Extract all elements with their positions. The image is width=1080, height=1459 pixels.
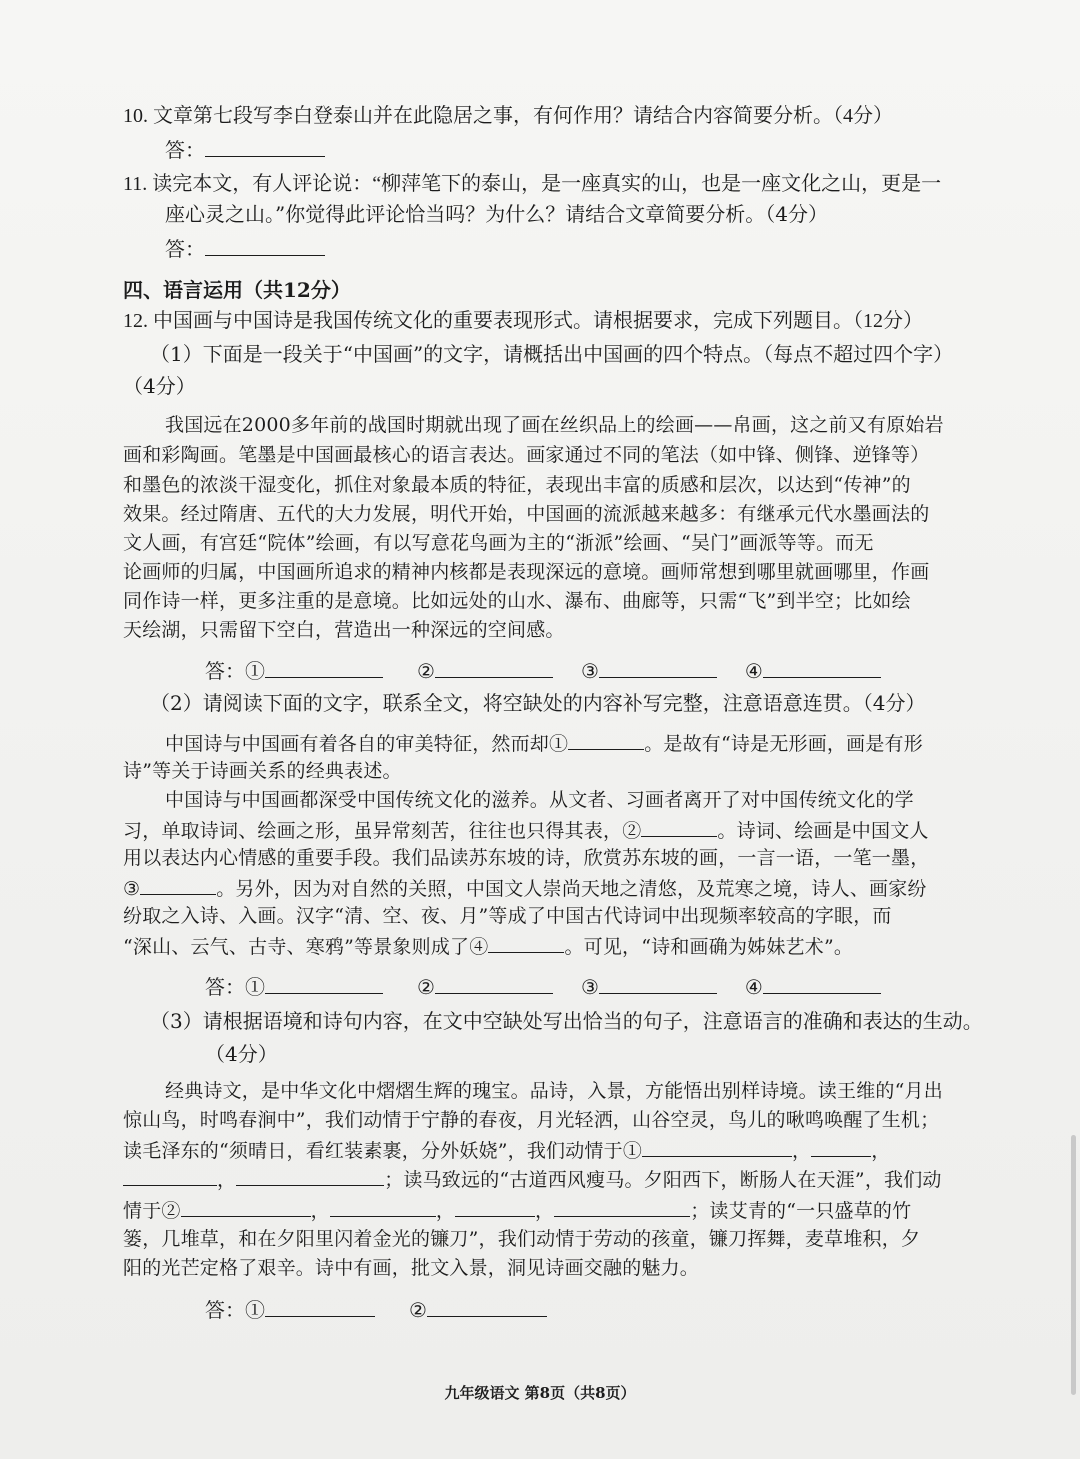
p2-text: 。可见，“诗和画确为姊妹艺术”。 — [564, 936, 854, 958]
p2-text: 习，单取诗词、绘画之形，虽异常刻苦，往往也只得其表，② — [123, 820, 642, 842]
p1-answer-blank-2[interactable] — [435, 657, 553, 678]
p3-answer-line — [205, 1296, 547, 1323]
p2-answer-blank-1[interactable] — [265, 973, 383, 994]
q11-answer-blank[interactable] — [205, 235, 325, 256]
q11-answer-line — [165, 235, 325, 262]
p3-text: 读艾青的“一只盛草的竹 — [709, 1200, 912, 1222]
p2-para1-line1 — [165, 729, 923, 757]
p2-para1-line2: 诗”等关于诗画关系的经典表述。 — [123, 760, 402, 782]
p3-inline-blank-2a[interactable] — [181, 1196, 311, 1217]
question-10: 10. 文章第七段写李白登泰山并在此隐居之事，有何作用？请结合内容简要分析。（4分） — [123, 105, 893, 127]
p2-text: 。诗词、绘画是中国文人 — [717, 820, 929, 842]
p2-text: 。是故有“诗是无形画，画是有形 — [644, 733, 923, 755]
p3-inline-blank-2c[interactable] — [455, 1196, 535, 1217]
p3-answer-blank-1[interactable] — [265, 1296, 375, 1317]
p1-passage-line: 画和彩陶画。笔墨是中国画最核心的语言表达。画家通过不同的笔法（如中锋、侧锋、逆锋等） — [123, 444, 930, 466]
p1-blank-marker: ② — [417, 659, 435, 683]
p3-punct: ， — [535, 1200, 555, 1222]
p1-blank-marker: ① — [245, 659, 265, 683]
p3-text-line — [123, 1136, 890, 1164]
q12-part1-question-line2: （4分） — [123, 374, 196, 398]
p2-answer-blank-3[interactable] — [599, 973, 717, 994]
p3-text-line: 惊山鸟，时鸣春涧中”，我们动情于宁静的春夜，月光轻洒，山谷空灵，鸟儿的啾鸣唤醒了生机； — [123, 1109, 940, 1131]
p1-answer-blank-3[interactable] — [599, 657, 717, 678]
p3-punct: ， — [792, 1140, 812, 1162]
q10-answer-line — [165, 136, 325, 163]
p2-answer-line — [205, 973, 881, 1000]
p3-text-line — [123, 1196, 911, 1224]
p2-inline-blank-1[interactable] — [568, 729, 644, 750]
p3-answer-blank-2[interactable] — [427, 1296, 547, 1317]
p3-text-line: 经典诗文，是中华文化中熠熠生辉的瑰宝。品诗，入景，方能悟出别样诗境。读王维的“月出 — [165, 1080, 943, 1102]
p2-blank-marker: ① — [245, 975, 265, 999]
p1-blank-marker: ③ — [580, 659, 599, 683]
p2-answer-label: 答： — [205, 975, 245, 999]
p1-blank-marker: ④ — [744, 659, 763, 683]
p2-answer-blank-4[interactable] — [763, 973, 881, 994]
q12-part2-question: （2）请阅读下面的文字，联系全文，将空缺处的内容补写完整，注意语意连贯。（4分） — [150, 691, 926, 715]
p2-inline-blank-4[interactable] — [488, 932, 564, 953]
p1-answer-blank-1[interactable] — [265, 657, 383, 678]
p3-text-line: 阳的光芒定格了艰辛。诗中有画，批文入景，洞见诗画交融的魅力。 — [123, 1257, 700, 1279]
section-4-title: 四、语言运用（共12分） — [123, 278, 351, 302]
p3-punct: ； — [690, 1200, 710, 1222]
p2-blank-marker: ② — [417, 975, 435, 999]
p1-passage-line: 论画师的归属，中国画所追求的精神内核都是表现深远的意境。画师常想到哪里就画哪里，作画 — [123, 561, 930, 583]
p3-punct: ， — [871, 1140, 891, 1162]
question-12-stem: 12. 中国画与中国诗是我国传统文化的重要表现形式。请根据要求，完成下列题目。（12分） — [123, 310, 923, 332]
p2-para2-line: 纷取之入诗、入画。汉字“清、空、夜、月”等成了中国古代诗词中出现频率较高的字眼，而 — [123, 905, 892, 927]
p2-para2-line — [123, 816, 929, 844]
p2-text: 。另外，因为对自然的关照，中国文人崇尚天地之清悠，及荒寒之境，诗人、画家纷 — [216, 878, 927, 900]
question-11-line2: 座心灵之山。”你觉得此评论恰当吗？为什么？请结合文章简要分析。（4分） — [165, 202, 828, 226]
p2-text: ③ — [123, 878, 141, 900]
q12-part3-question-line1: （3）请根据语境和诗句内容，在文中空缺处写出恰当的句子，注意语言的准确和表达的生动。 — [150, 1009, 983, 1033]
p3-text: 情于② — [123, 1200, 181, 1222]
p1-passage-line: 和墨色的浓淡干湿变化，抓住对象最本质的特征，表现出丰富的质感和层次，以达到“传神”的 — [123, 474, 911, 496]
p1-passage-line: 我国远在2000多年前的战国时期就出现了画在丝织品上的绘画——帛画，这之前又有原始岩 — [165, 414, 944, 436]
p3-blank-marker: ② — [409, 1298, 427, 1322]
scrollbar[interactable] — [1071, 1135, 1076, 1395]
p3-inline-blank-1c[interactable] — [123, 1165, 217, 1186]
p1-answer-blank-4[interactable] — [763, 657, 881, 678]
p2-answer-blank-2[interactable] — [435, 973, 553, 994]
p2-para2-line — [123, 874, 927, 902]
p2-inline-blank-2[interactable] — [641, 816, 717, 837]
p2-para2-line: 中国诗与中国画都深受中国传统文化的滋养。从文者、习画者离开了对中国传统文化的学 — [165, 789, 914, 811]
p3-punct: ， — [435, 1200, 456, 1222]
p1-passage-line: 效果。经过隋唐、五代的大力发展，明代开始，中国画的流派越来越多：有继承元代水墨画法的 — [123, 503, 930, 525]
p3-punct: ， — [310, 1200, 330, 1222]
p3-inline-blank-1a[interactable] — [642, 1136, 792, 1157]
p3-text: 读毛泽东的“须晴日，看红装素裹，分外妖娆”，我们动情于① — [123, 1140, 643, 1162]
p1-passage-line: 文人画，有宫廷“院体”绘画，有以写意花鸟画为主的“浙派”绘画、“吴门”画派等等。而无 — [123, 532, 874, 554]
p2-inline-blank-3[interactable] — [140, 874, 216, 895]
question-11-line1: 11. 读完本文，有人评论说：“柳萍笔下的泰山，是一座真实的山，也是一座文化之山，更是一 — [123, 173, 942, 195]
p3-inline-blank-2d[interactable] — [554, 1196, 690, 1217]
q12-part1-question-line1: （1）下面是一段关于“中国画”的文字，请概括出中国画的四个特点。（每点不超过四个字） — [150, 342, 954, 366]
p3-answer-label: 答： — [205, 1298, 245, 1322]
p1-answer-label: 答： — [205, 659, 245, 683]
p2-text: “深山、云气、古寺、寒鸦”等景象则成了④ — [123, 936, 489, 958]
p3-blank-marker: ① — [245, 1298, 265, 1322]
p1-answer-line — [205, 657, 881, 684]
p3-text-line: 篓，几堆草，和在夕阳里闪着金光的镰刀”，我们动情于劳动的孩童，镰刀挥舞，麦草堆积，夕 — [123, 1228, 921, 1250]
q10-answer-label: 答： — [165, 138, 205, 162]
page-footer: 九年级语文 第8页（共8页） — [444, 1384, 636, 1402]
p2-blank-marker: ③ — [580, 975, 599, 999]
p3-inline-blank-1d[interactable] — [236, 1165, 384, 1186]
p2-para2-line: 用以表达内心情感的重要手段。我们品读苏东坡的诗，欣赏苏东坡的画，一言一语，一笔一墨， — [123, 847, 930, 869]
p2-text: 中国诗与中国画有着各自的审美特征，然而却① — [165, 733, 569, 755]
q12-part3-question-line2: （4分） — [205, 1042, 278, 1066]
p2-blank-marker: ④ — [744, 975, 763, 999]
q11-answer-label: 答： — [165, 237, 205, 261]
q10-answer-blank[interactable] — [205, 136, 325, 157]
p3-text-line — [123, 1165, 942, 1193]
p3-inline-blank-2b[interactable] — [330, 1196, 436, 1217]
p2-para2-line — [123, 932, 853, 960]
p3-text: 读马致远的“古道西风瘦马。夕阳西下，断肠人在天涯”，我们动 — [403, 1169, 942, 1191]
p1-passage-line: 同作诗一样，更多注重的是意境。比如远处的山水、瀑布、曲廊等，只需“飞”到半空；比如绘 — [123, 590, 911, 612]
p3-punct: ， — [217, 1169, 237, 1191]
p3-punct: ； — [384, 1169, 404, 1191]
p3-inline-blank-1b[interactable] — [811, 1136, 871, 1157]
p1-passage-line: 天绘湖，只需留下空白，营造出一种深远的空间感。 — [123, 619, 565, 641]
